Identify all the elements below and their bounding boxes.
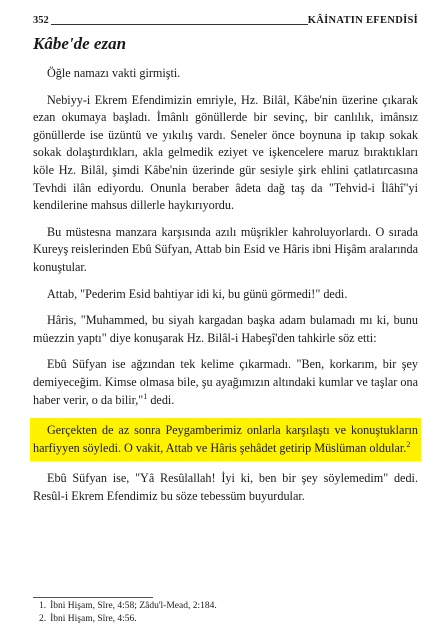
paragraph: Bu müstesna manzara karşısında azılı müşrikler kahroluyorlardı. O sırada Kureyş reislerinden Ebû Süfyan, Attab bin Esid ve Hâris ibni Hişâm aralarında konuştular.: [33, 224, 418, 274]
footnote-number: 2.: [39, 614, 47, 624]
running-title: KÂİNATIN EFENDİSİ: [307, 15, 418, 26]
paragraph-abu-sufyan: [33, 356, 418, 409]
page-header: [33, 15, 418, 31]
body-text: [33, 65, 418, 514]
footnote: [33, 613, 418, 626]
footnote-ref: 2: [406, 439, 411, 449]
paragraph: Öğle namazı vakti girmişti.: [47, 66, 181, 80]
paragraph: Nebiyy-i Ekrem Efendimizin emriyle, Hz. Bilâl, Kâbe'nin üzerine çıkarak ezan okumaya başladı. İmânlı gönüllerde bir sevinç, bir canlılık, imânsız gönüllerde ise üzüntü ve yıkılış vardı. Seneler önce boynuna ip takıp sokak sokak dolaştırdıkları, akla gelmedik eziyet ve işkencelere maruz bıraktıkları köle Hz. Bilâl, şimdi Kâbe'nin üzerinde gür sesiyle şirk ehlini çatlatırcasına Tevhdi ilân ediyordu. Onunla beraber âdeta dağ taş da "Tehvid-i İlâhî"yi kendilerine mahsus dillerle haykırıyordu.: [33, 92, 418, 213]
paragraph-text: Ebû Süfyan ise ağzından tek kelime çıkarmadı. "Ben, korkarım, bir şey demiyeceğim. Kimse olmasa bile, şu ayağımızın altındaki kumlar ve taşlar ona haber verir, o da bilir,": [33, 357, 418, 407]
footnote-text: İbni Hişam, Sîre, 4:58; Zâdu'l-Mead, 2:184.: [50, 601, 217, 611]
footnote-rule: [33, 597, 153, 598]
footnote-text: İbni Hişam, Sîre, 4:56.: [50, 614, 137, 624]
header-rule: [51, 24, 308, 25]
footnote-number: 1.: [39, 601, 47, 611]
paragraph: Ebû Süfyan ise, "Yâ Resûlallah! İyi ki, ben bir şey söylemedim" dedi. Resûl-i Ekrem Efendimiz bu söze tebessüm buyurdular.: [33, 471, 418, 503]
footnote-ref: 1: [143, 391, 148, 401]
paragraph: Attab, "Pederim Esid bahtiyar idi ki, bu günü görmedi!" dedi.: [47, 286, 348, 301]
section-title: Kâbe'de ezan: [33, 34, 127, 53]
paragraph-text: Gerçekten de az sonra Peygamberimiz onlarla karşılaştı ve konuştukların harfiyyen söyledi. O vakit, Attab ve Hâris şehâdet getirip Müslüman oldular.: [33, 423, 418, 455]
footnotes: [33, 600, 418, 626]
footnote: [33, 600, 418, 613]
paragraph-highlighted: [33, 422, 418, 457]
page-number: 352: [33, 15, 49, 26]
highlighted-passage: [30, 418, 421, 461]
paragraph: Hâris, "Muhammed, bu siyah kargadan başka adam bulamadı mı ki, bunu müezzin yaptı" diye konuşarak Hz. Bilâl-i Habeşî'den tahkirle söz etti:: [33, 313, 418, 345]
paragraph-text-end: dedi.: [147, 392, 175, 407]
